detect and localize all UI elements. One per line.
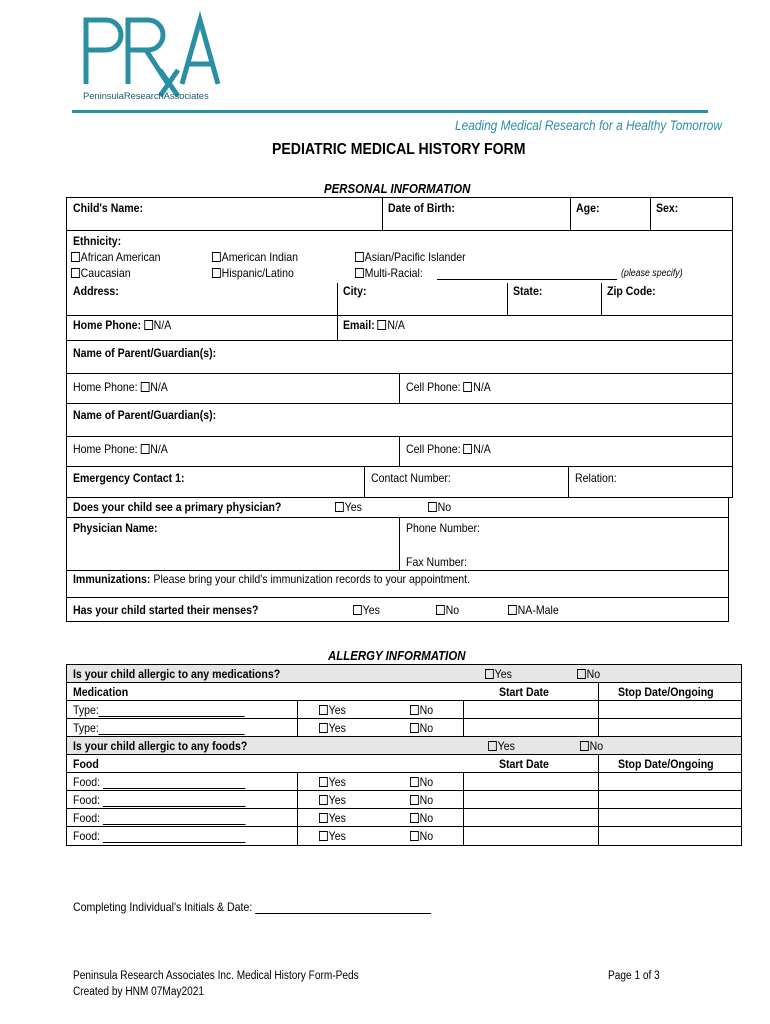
food-row2-yes[interactable]: Yes bbox=[319, 793, 346, 807]
menses-yes[interactable]: Yes bbox=[353, 603, 380, 617]
checkbox-icon[interactable] bbox=[319, 777, 328, 787]
med-allergy-question: Is your child allergic to any medications? bbox=[73, 667, 281, 681]
eth-african-american[interactable]: African American bbox=[71, 250, 160, 264]
food-row-3: Food: bbox=[73, 811, 246, 825]
checkbox-icon[interactable] bbox=[410, 705, 419, 715]
food-allergy-question: Is your child allergic to any foods? bbox=[73, 739, 248, 753]
home-phone-row-1: Home Phone: N/A bbox=[73, 318, 172, 332]
city-label: City: bbox=[343, 284, 367, 298]
checkbox-icon[interactable] bbox=[508, 605, 517, 615]
food-row2-no[interactable]: No bbox=[410, 793, 433, 807]
med-row2-yes[interactable]: Yes bbox=[319, 721, 346, 735]
med-row2-no[interactable]: No bbox=[410, 721, 433, 735]
initials-input-line[interactable] bbox=[255, 901, 431, 914]
na-checkbox[interactable] bbox=[378, 320, 387, 330]
med-allergy-no[interactable]: No bbox=[577, 667, 600, 681]
ethnicity-label: Ethnicity: bbox=[73, 234, 122, 248]
eth-american-indian[interactable]: American Indian bbox=[212, 250, 298, 264]
checkbox-icon[interactable] bbox=[410, 813, 419, 823]
food-header: Food bbox=[73, 757, 99, 771]
checkbox-icon[interactable] bbox=[436, 605, 445, 615]
food-input-line[interactable] bbox=[103, 812, 246, 825]
food-start-date-header: Start Date bbox=[499, 757, 549, 771]
fax-number-label: Fax Number: bbox=[406, 555, 468, 569]
checkbox-icon[interactable] bbox=[428, 502, 437, 512]
physician-yes[interactable]: Yes bbox=[335, 500, 362, 514]
na-checkbox[interactable] bbox=[141, 382, 150, 392]
food-stop-date-header: Stop Date/Ongoing bbox=[618, 757, 714, 771]
initials-date-row: Completing Individual's Initials & Date: bbox=[73, 900, 431, 914]
checkbox-icon[interactable] bbox=[212, 252, 221, 262]
checkbox-icon[interactable] bbox=[319, 813, 328, 823]
checkbox-icon[interactable] bbox=[71, 268, 80, 278]
checkbox-icon[interactable] bbox=[410, 795, 419, 805]
na-checkbox[interactable] bbox=[464, 444, 473, 454]
age-label: Age: bbox=[576, 201, 600, 215]
med-type-row-2: Type: bbox=[73, 721, 245, 735]
med-start-date-header: Start Date bbox=[499, 685, 549, 699]
checkbox-icon[interactable] bbox=[410, 777, 419, 787]
parent-name-label-1: Name of Parent/Guardian(s): bbox=[73, 346, 217, 360]
eth-multi-racial[interactable]: Multi-Racial: bbox=[355, 266, 423, 280]
sex-label: Sex: bbox=[656, 201, 679, 215]
food-row-1: Food: bbox=[73, 775, 246, 789]
type-input-line[interactable] bbox=[99, 704, 245, 717]
eth-asian-pacific[interactable]: Asian/Pacific Islander bbox=[355, 250, 466, 264]
checkbox-icon[interactable] bbox=[319, 795, 328, 805]
checkbox-icon[interactable] bbox=[355, 252, 364, 262]
checkbox-icon[interactable] bbox=[410, 831, 419, 841]
checkbox-icon[interactable] bbox=[485, 669, 494, 679]
food-row4-yes[interactable]: Yes bbox=[319, 829, 346, 843]
parent2-home-phone: Home Phone: N/A bbox=[73, 442, 168, 456]
personal-section-title: PERSONAL INFORMATION bbox=[324, 181, 471, 196]
checkbox-icon[interactable] bbox=[488, 741, 497, 751]
tagline: Leading Medical Research for a Healthy Tomorrow bbox=[455, 118, 722, 133]
physician-name-label: Physician Name: bbox=[73, 521, 158, 535]
state-label: State: bbox=[513, 284, 543, 298]
na-checkbox[interactable] bbox=[141, 444, 150, 454]
multi-racial-line[interactable] bbox=[437, 279, 617, 280]
parent1-cell-phone: Cell Phone: N/A bbox=[406, 380, 491, 394]
food-row4-no[interactable]: No bbox=[410, 829, 433, 843]
contact-number-label: Contact Number: bbox=[371, 471, 451, 485]
eth-hispanic-latino[interactable]: Hispanic/Latino bbox=[212, 266, 294, 280]
form-title: PEDIATRIC MEDICAL HISTORY FORM bbox=[272, 141, 526, 158]
food-allergy-no[interactable]: No bbox=[580, 739, 603, 753]
checkbox-icon[interactable] bbox=[580, 741, 589, 751]
food-row3-no[interactable]: No bbox=[410, 811, 433, 825]
parent1-home-phone: Home Phone: N/A bbox=[73, 380, 168, 394]
med-row1-yes[interactable]: Yes bbox=[319, 703, 346, 717]
zip-label: Zip Code: bbox=[607, 284, 656, 298]
menses-no[interactable]: No bbox=[436, 603, 459, 617]
logo-subtitle: PeninsulaResearchAssociates bbox=[83, 91, 209, 102]
physician-question: Does your child see a primary physician? bbox=[73, 500, 282, 514]
med-type-row-1: Type: bbox=[73, 703, 245, 717]
checkbox-icon[interactable] bbox=[319, 831, 328, 841]
checkbox-icon[interactable] bbox=[212, 268, 221, 278]
food-input-line[interactable] bbox=[103, 830, 246, 843]
menses-question: Has your child started their menses? bbox=[73, 603, 259, 617]
emergency-contact-label: Emergency Contact 1: bbox=[73, 471, 185, 485]
page-number: Page 1 of 3 bbox=[608, 970, 660, 982]
checkbox-icon[interactable] bbox=[410, 723, 419, 733]
address-label: Address: bbox=[73, 284, 119, 298]
parent2-cell-phone: Cell Phone: N/A bbox=[406, 442, 491, 456]
childs-name-label: Child's Name: bbox=[73, 201, 144, 215]
na-checkbox[interactable] bbox=[464, 382, 473, 392]
checkbox-icon[interactable] bbox=[71, 252, 80, 262]
food-allergy-yes[interactable]: Yes bbox=[488, 739, 515, 753]
checkbox-icon[interactable] bbox=[319, 723, 328, 733]
immunizations-row: Immunizations: Please bring your child's immunization records to your appointment. bbox=[73, 572, 471, 586]
menses-na-male[interactable]: NA-Male bbox=[508, 603, 559, 617]
food-row-2: Food: bbox=[73, 793, 246, 807]
checkbox-icon[interactable] bbox=[353, 605, 362, 615]
type-input-line[interactable] bbox=[99, 722, 245, 735]
relation-label: Relation: bbox=[575, 471, 617, 485]
med-stop-date-header: Stop Date/Ongoing bbox=[618, 685, 714, 699]
physician-no[interactable]: No bbox=[428, 500, 451, 514]
email-row: Email: N/A bbox=[343, 318, 405, 332]
please-specify-label: (please specify) bbox=[621, 268, 683, 279]
checkbox-icon[interactable] bbox=[577, 669, 586, 679]
allergy-section-title: ALLERGY INFORMATION bbox=[328, 648, 466, 663]
checkbox-icon[interactable] bbox=[335, 502, 344, 512]
food-row-4: Food: bbox=[73, 829, 246, 843]
footer-line-1: Peninsula Research Associates Inc. Medical History Form-Peds bbox=[73, 970, 359, 982]
eth-caucasian[interactable]: Caucasian bbox=[71, 266, 131, 280]
phone-number-label: Phone Number: bbox=[406, 521, 480, 535]
na-checkbox[interactable] bbox=[144, 320, 153, 330]
food-row3-yes[interactable]: Yes bbox=[319, 811, 346, 825]
food-input-line[interactable] bbox=[103, 776, 246, 789]
checkbox-icon[interactable] bbox=[355, 268, 364, 278]
medication-header: Medication bbox=[73, 685, 129, 699]
food-row1-no[interactable]: No bbox=[410, 775, 433, 789]
checkbox-icon[interactable] bbox=[319, 705, 328, 715]
parent-name-label-2: Name of Parent/Guardian(s): bbox=[73, 408, 217, 422]
header-rule bbox=[72, 110, 708, 113]
dob-label: Date of Birth: bbox=[388, 201, 455, 215]
med-row1-no[interactable]: No bbox=[410, 703, 433, 717]
footer-line-2: Created by HNM 07May2021 bbox=[73, 986, 205, 998]
med-allergy-yes[interactable]: Yes bbox=[485, 667, 512, 681]
food-input-line[interactable] bbox=[103, 794, 246, 807]
food-row1-yes[interactable]: Yes bbox=[319, 775, 346, 789]
